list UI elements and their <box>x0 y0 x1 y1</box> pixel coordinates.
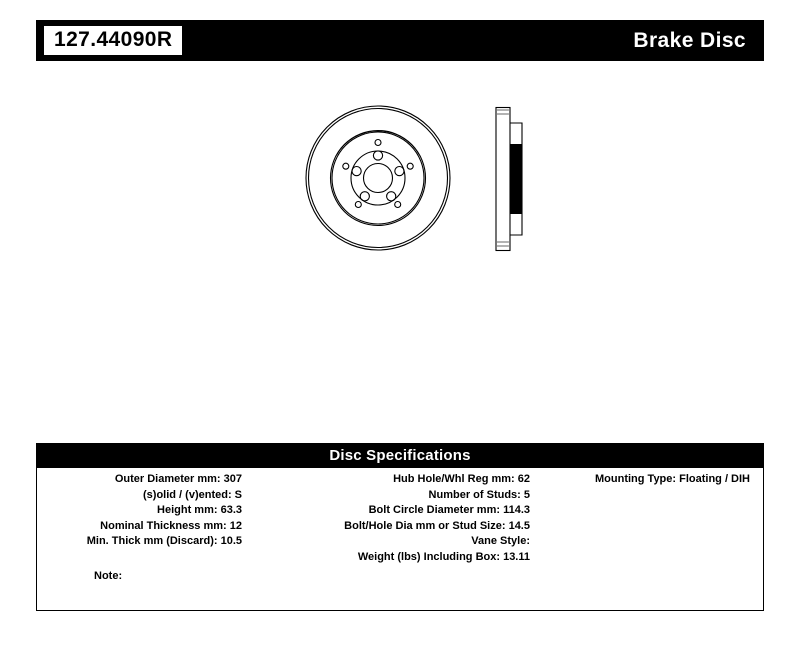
spec-section-title: Disc Specifications <box>36 443 764 468</box>
spec-column-left <box>36 472 254 565</box>
spec-item: Vane Style: <box>471 535 530 547</box>
spec-item: Outer Diameter mm: 307 <box>114 473 242 485</box>
rotor-face-view <box>306 106 450 250</box>
spec-item: Height mm: 63.3 <box>157 504 242 516</box>
spec-column-right <box>544 472 764 565</box>
product-drawing <box>36 80 764 420</box>
spec-item: Hub Hole/Whl Reg mm: 62 <box>393 473 530 485</box>
spec-column-middle <box>254 472 544 565</box>
spec-item: Min. Thick mm (Discard): 10.5 <box>86 535 242 547</box>
header-bar <box>36 20 764 61</box>
spec-item: Number of Studs: 5 <box>428 488 530 501</box>
spec-item: (s)olid / (v)ented: S <box>143 488 242 501</box>
drawing-svg <box>36 80 764 420</box>
part-number: 127.44090R <box>44 26 182 55</box>
spec-item: Bolt Circle Diameter mm: 114.3 <box>368 504 530 516</box>
spec-item: Weight (lbs) Including Box: 13.11 <box>357 550 530 563</box>
page-title: Brake Disc <box>633 28 746 52</box>
spec-columns <box>36 472 764 565</box>
spec-item: Nominal Thickness mm: 12 <box>100 519 242 532</box>
note-label: Note: <box>94 570 123 582</box>
spec-item: Bolt/Hole Dia mm or Stud Size: 14.5 <box>344 519 530 532</box>
rotor-edge-view <box>496 108 522 251</box>
spec-item: Mounting Type: Floating / DIH <box>595 473 750 485</box>
